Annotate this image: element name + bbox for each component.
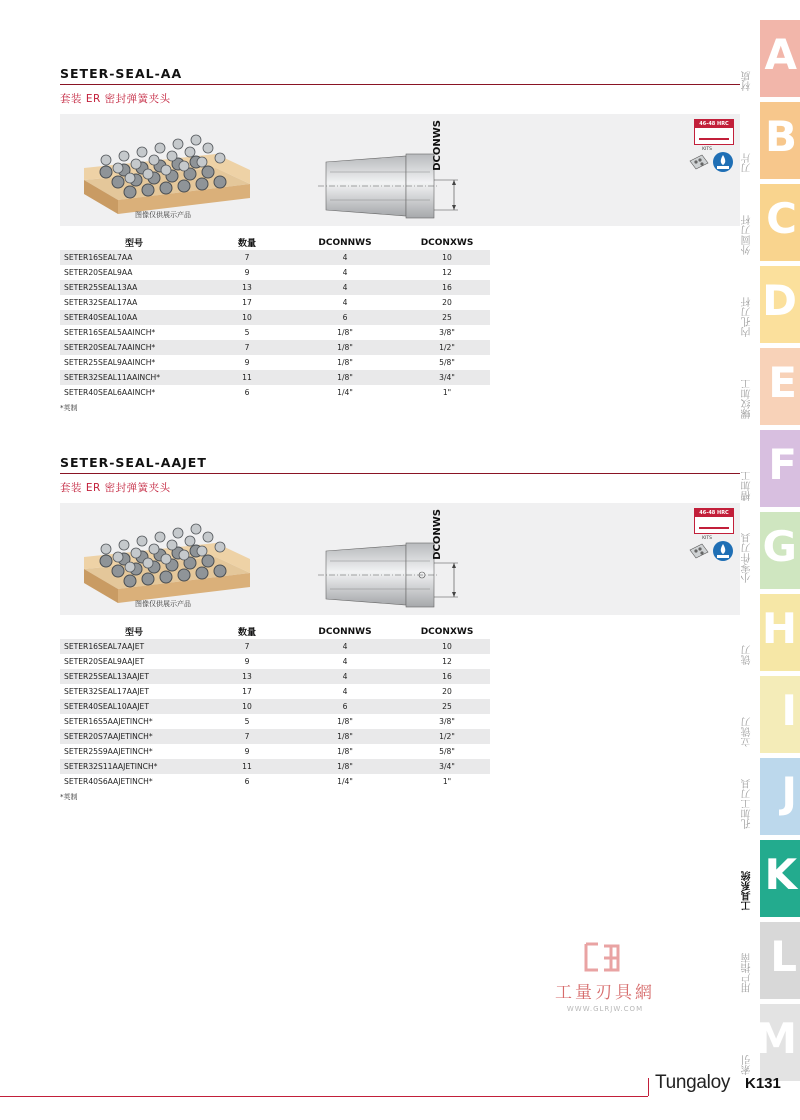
chapter-tab-m[interactable] bbox=[742, 1004, 800, 1081]
quantity-cell: 13 bbox=[208, 280, 286, 295]
section-title: SETER-SEAL-AA bbox=[60, 66, 183, 81]
table-row bbox=[60, 639, 490, 654]
designation-cell: SETER32S11AAJETINCH* bbox=[60, 759, 208, 774]
tab-label: 刀片 bbox=[742, 153, 753, 173]
chapter-tab-g[interactable] bbox=[742, 512, 800, 589]
watermark-url: WWW.GLRJW.COM bbox=[566, 1005, 644, 1013]
kits-icon bbox=[688, 540, 710, 562]
table-row bbox=[60, 729, 490, 744]
inch-footnote: *英制 bbox=[60, 793, 78, 801]
quantity-cell: 11 bbox=[208, 759, 286, 774]
tab-letter: M bbox=[755, 1014, 797, 1063]
dconnws-cell: 4 bbox=[342, 657, 348, 666]
page-number: K131 bbox=[745, 1075, 781, 1092]
quantity-cell: 5 bbox=[244, 717, 250, 726]
quantity-cell: 7 bbox=[208, 729, 286, 744]
table-row bbox=[60, 295, 490, 310]
table-row bbox=[60, 669, 490, 684]
tab-letter: A bbox=[764, 30, 797, 79]
tab-letter: B bbox=[764, 112, 797, 161]
designation-cell: SETER40SEAL10AA bbox=[60, 310, 208, 325]
product-image-panel bbox=[60, 114, 740, 226]
dconxws-cell: 25 bbox=[404, 310, 490, 325]
table-row bbox=[60, 684, 490, 699]
designation-cell: SETER25SEAL13AAJET bbox=[60, 669, 208, 684]
tab-label: 立铣刀 bbox=[742, 717, 753, 747]
table-row bbox=[60, 280, 490, 295]
designation-cell: SETER40SEAL6AAINCH* bbox=[64, 388, 156, 397]
dconnws-cell: 4 bbox=[286, 250, 404, 265]
footer-rule-tick bbox=[648, 1078, 649, 1096]
tab-letter: J bbox=[781, 768, 797, 817]
watermark-name: 工量刃具網 bbox=[555, 983, 655, 1003]
tab-label: 用户指南 bbox=[742, 953, 753, 993]
chapter-tab-f[interactable] bbox=[742, 430, 800, 507]
quantity-cell: 7 bbox=[208, 340, 286, 355]
column-header: 数量 bbox=[237, 239, 256, 249]
tab-label: 内孔刀杆 bbox=[742, 297, 753, 337]
dimension-label: DCONWS bbox=[432, 509, 443, 560]
watermark-logo-icon bbox=[582, 940, 622, 974]
quantity-cell: 9 bbox=[244, 268, 250, 277]
dconnws-cell: 1/4" bbox=[337, 388, 353, 397]
dconnws-cell: 1/8" bbox=[337, 358, 353, 367]
tab-letter: C bbox=[766, 194, 797, 243]
column-header: 数量 bbox=[237, 628, 256, 638]
hardness-label: 46-48 HRC bbox=[695, 120, 733, 128]
chapter-tab-h[interactable] bbox=[742, 594, 800, 671]
table-row bbox=[60, 714, 490, 729]
coolant-icon bbox=[712, 540, 734, 562]
section-seter-seal-aajet bbox=[60, 455, 740, 802]
designation-cell: SETER40SEAL10AAJET bbox=[60, 699, 208, 714]
dconxws-cell: 3/8" bbox=[439, 328, 455, 337]
dconnws-cell: 1/8" bbox=[286, 759, 404, 774]
table-header-row bbox=[60, 624, 490, 639]
designation-cell: SETER16SEAL7AA bbox=[60, 250, 208, 265]
dconnws-cell: 1/8" bbox=[286, 729, 404, 744]
column-header: DCONXWS bbox=[420, 626, 474, 637]
section-subtitle: 套装 ER 密封弹簧夹头 bbox=[60, 93, 171, 105]
chapter-tab-i[interactable] bbox=[742, 676, 800, 753]
dconxws-cell: 1" bbox=[442, 388, 452, 397]
chapter-tab-c[interactable] bbox=[742, 184, 800, 261]
tab-label: 小零件刀具 bbox=[742, 533, 753, 583]
table-row bbox=[60, 355, 490, 370]
chapter-tab-b[interactable] bbox=[742, 102, 800, 179]
dconxws-cell: 12 bbox=[442, 268, 452, 277]
table-row bbox=[60, 325, 490, 340]
designation-cell: SETER20S7AAJETINCH* bbox=[60, 729, 208, 744]
designation-cell: SETER16SEAL5AAINCH* bbox=[64, 328, 156, 337]
dconxws-cell: 16 bbox=[404, 280, 490, 295]
designation-cell: SETER40S6AAJETINCH* bbox=[64, 777, 153, 786]
designation-cell: SETER25S9AAJETINCH* bbox=[64, 747, 153, 756]
designation-cell: SETER16SEAL7AAJET bbox=[60, 639, 208, 654]
spec-table bbox=[60, 235, 490, 400]
designation-cell: SETER25SEAL13AA bbox=[60, 280, 208, 295]
tab-label: 螺纹加工 bbox=[742, 379, 753, 419]
chapter-tab-k[interactable] bbox=[742, 840, 800, 917]
dconxws-cell: 10 bbox=[404, 250, 490, 265]
dconnws-cell: 1/8" bbox=[286, 370, 404, 385]
tab-label: 孔加工刀具 bbox=[742, 779, 753, 829]
dconnws-cell: 1/8" bbox=[337, 328, 353, 337]
section-rule bbox=[60, 84, 740, 85]
dconxws-cell: 5/8" bbox=[439, 358, 455, 367]
quantity-cell: 10 bbox=[208, 699, 286, 714]
collet-dimension-drawing bbox=[318, 120, 468, 220]
quantity-cell: 7 bbox=[208, 639, 286, 654]
chapter-tab-e[interactable] bbox=[742, 348, 800, 425]
table-row bbox=[60, 340, 490, 355]
table-row bbox=[60, 759, 490, 774]
quantity-cell: 17 bbox=[242, 687, 252, 696]
section-seter-seal-aa bbox=[60, 66, 740, 413]
tab-label: 铣刀 bbox=[742, 645, 753, 665]
tab-letter: G bbox=[762, 522, 797, 571]
hardness-tool-icon bbox=[699, 521, 729, 529]
quantity-cell: 9 bbox=[244, 747, 250, 756]
quantity-cell: 6 bbox=[244, 388, 250, 397]
quantity-cell: 9 bbox=[244, 358, 250, 367]
dconnws-cell: 4 bbox=[342, 268, 348, 277]
quantity-cell: 13 bbox=[208, 669, 286, 684]
badge-group bbox=[686, 117, 736, 187]
tab-letter: I bbox=[781, 686, 797, 735]
quantity-cell: 11 bbox=[208, 370, 286, 385]
dconxws-cell: 10 bbox=[404, 639, 490, 654]
dconxws-cell: 5/8" bbox=[439, 747, 455, 756]
tab-label: 工具系统 bbox=[742, 871, 753, 911]
tab-letter: K bbox=[764, 850, 797, 899]
quantity-cell: 10 bbox=[208, 310, 286, 325]
quantity-cell: 17 bbox=[242, 298, 252, 307]
designation-cell: SETER32SEAL17AA bbox=[64, 298, 138, 307]
hardness-badge bbox=[694, 508, 734, 534]
tab-letter: F bbox=[768, 440, 797, 489]
tab-letter: D bbox=[762, 276, 797, 325]
dconxws-cell: 25 bbox=[404, 699, 490, 714]
tab-letter: E bbox=[768, 358, 797, 407]
table-row bbox=[60, 774, 490, 789]
designation-cell: SETER32SEAL17AAJET bbox=[64, 687, 149, 696]
tab-label: 材质 bbox=[742, 71, 753, 91]
dconxws-cell: 20 bbox=[442, 298, 452, 307]
product-image-panel bbox=[60, 503, 740, 615]
collet-set-tray-image bbox=[78, 128, 252, 216]
dconnws-cell: 4 bbox=[286, 669, 404, 684]
designation-cell: SETER20SEAL9AA bbox=[64, 268, 133, 277]
dconxws-cell: 16 bbox=[404, 669, 490, 684]
chapter-tab-l[interactable] bbox=[742, 922, 800, 999]
quantity-cell: 9 bbox=[244, 657, 250, 666]
image-caption: 图像仅供展示产品 bbox=[135, 211, 191, 219]
dconxws-cell: 12 bbox=[442, 657, 452, 666]
hardness-badge bbox=[694, 119, 734, 145]
column-header: 型号 bbox=[124, 239, 143, 249]
dconnws-cell: 1/8" bbox=[337, 747, 353, 756]
dconnws-cell: 1/8" bbox=[337, 717, 353, 726]
section-title: SETER-SEAL-AAJET bbox=[60, 455, 207, 470]
table-row bbox=[60, 370, 490, 385]
quantity-cell: 6 bbox=[244, 777, 250, 786]
image-caption: 图像仅供展示产品 bbox=[135, 600, 191, 608]
dconxws-cell: 20 bbox=[442, 687, 452, 696]
table-header-row bbox=[60, 235, 490, 250]
table-row bbox=[60, 744, 490, 759]
dconxws-cell: 3/4" bbox=[404, 370, 490, 385]
kits-label: KITS bbox=[702, 147, 712, 152]
table-row bbox=[60, 265, 490, 280]
quantity-cell: 5 bbox=[244, 328, 250, 337]
dconnws-cell: 4 bbox=[286, 280, 404, 295]
dconnws-cell: 4 bbox=[342, 687, 348, 696]
column-header: DCONNWS bbox=[318, 237, 372, 248]
dconnws-cell: 4 bbox=[286, 639, 404, 654]
chapter-tab-a[interactable] bbox=[742, 20, 800, 97]
table-row bbox=[60, 250, 490, 265]
tab-letter: H bbox=[761, 604, 797, 653]
hardness-label: 46-48 HRC bbox=[695, 509, 733, 517]
tab-label: 索引 bbox=[742, 1055, 753, 1075]
table-row bbox=[60, 699, 490, 714]
quantity-cell: 7 bbox=[208, 250, 286, 265]
designation-cell: SETER32SEAL11AAINCH* bbox=[60, 370, 208, 385]
dconxws-cell: 1/2" bbox=[404, 729, 490, 744]
chapter-tab-j[interactable] bbox=[742, 758, 800, 835]
spec-table bbox=[60, 624, 490, 789]
brand-name: Tungaloy bbox=[655, 1072, 731, 1093]
tab-letter: L bbox=[770, 932, 797, 981]
tab-label: 槽加工 bbox=[742, 471, 753, 501]
dconnws-cell: 1/8" bbox=[286, 340, 404, 355]
dconxws-cell: 1/2" bbox=[404, 340, 490, 355]
designation-cell: SETER20SEAL7AAINCH* bbox=[60, 340, 208, 355]
table-row bbox=[60, 385, 490, 400]
footer-rule bbox=[0, 1096, 648, 1097]
section-subtitle: 套装 ER 密封弹簧夹头 bbox=[60, 482, 171, 494]
dimension-label: DCONWS bbox=[432, 120, 443, 171]
designation-cell: SETER25SEAL9AAINCH* bbox=[64, 358, 156, 367]
designation-cell: SETER16S5AAJETINCH* bbox=[64, 717, 153, 726]
inch-footnote: *英制 bbox=[60, 404, 78, 412]
badge-group bbox=[686, 506, 736, 576]
hardness-tool-icon bbox=[699, 132, 729, 140]
section-rule bbox=[60, 473, 740, 474]
dconxws-cell: 1" bbox=[442, 777, 452, 786]
table-row bbox=[60, 654, 490, 669]
collet-dimension-drawing bbox=[318, 509, 468, 609]
column-header: DCONXWS bbox=[420, 237, 474, 248]
dconnws-cell: 6 bbox=[286, 699, 404, 714]
dconnws-cell: 1/4" bbox=[337, 777, 353, 786]
dconnws-cell: 4 bbox=[342, 298, 348, 307]
kits-label: KITS bbox=[702, 536, 712, 541]
table-row bbox=[60, 310, 490, 325]
column-header: DCONNWS bbox=[318, 626, 372, 637]
watermark bbox=[530, 938, 680, 1018]
chapter-tab-d[interactable] bbox=[742, 266, 800, 343]
kits-icon bbox=[688, 151, 710, 173]
collet-set-tray-image bbox=[78, 517, 252, 605]
designation-cell: SETER20SEAL9AAJET bbox=[64, 657, 145, 666]
tab-label: 外圆刀杆 bbox=[742, 215, 753, 255]
dconnws-cell: 6 bbox=[286, 310, 404, 325]
column-header: 型号 bbox=[124, 628, 143, 638]
coolant-icon bbox=[712, 151, 734, 173]
dconxws-cell: 3/4" bbox=[404, 759, 490, 774]
dconxws-cell: 3/8" bbox=[439, 717, 455, 726]
